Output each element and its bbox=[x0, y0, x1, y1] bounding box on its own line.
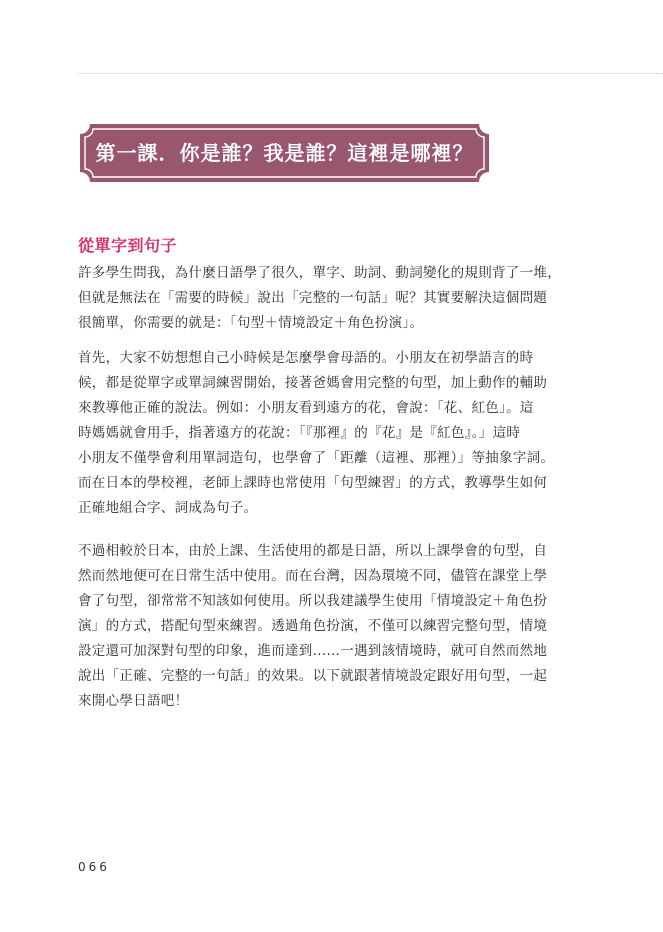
page-number: 066 bbox=[78, 860, 110, 874]
lesson-title-banner bbox=[80, 124, 489, 182]
paragraph-line: 首先，大家不妨想想自己小時候是怎麼學會母語的。小朋友在初學語言的時 bbox=[78, 350, 534, 366]
lesson-title: 第一課．你是誰？我是誰？這裡是哪裡？ bbox=[95, 141, 474, 165]
paragraph-line: 演」的方式，搭配句型來練習。透過角色扮演，不僅可以練習完整句型，情境 bbox=[78, 618, 548, 634]
paragraph-line: 小朋友不僅學會利用單詞造句，也學會了「距離（這裡、那裡）」等抽象字詞。 bbox=[78, 450, 555, 466]
paragraph-line: 不過相較於日本，由於上課、生活使用的都是日語，所以上課學會的句型，自 bbox=[78, 543, 548, 559]
paragraph-line: 許多學生問我，為什麼日語學了很久，單字、助詞、動詞變化的規則背了一堆， bbox=[78, 265, 561, 281]
paragraph-line: 但就是無法在「需要的時候」說出「完整的一句話」呢？其實要解決這個問題 bbox=[78, 290, 548, 306]
paragraph-line: 會了句型，卻常常不知該如何使用。所以我建議學生使用「情境設定＋角色扮 bbox=[78, 593, 548, 609]
paragraph-line: 來教導他正確的說法。例如：小朋友看到遠方的花，會說：「花、紅色」。這 bbox=[78, 400, 534, 416]
paragraph-line: 正確地組合字、詞成為句子。 bbox=[78, 500, 258, 516]
paragraph-line: 很簡單，你需要的就是：「句型＋情境設定＋角色扮演」。 bbox=[78, 315, 424, 331]
paragraph-line: 設定還可加深對句型的印象，進而達到……一遇到該情境時，就可自然而然地 bbox=[78, 643, 548, 659]
paragraph-line: 而在日本的學校裡，老師上課時也常使用「句型練習」的方式，教導學生如何 bbox=[78, 475, 548, 491]
section-heading: 從單字到句子 bbox=[78, 236, 178, 255]
paragraph-line: 然而然地便可在日常生活中使用。而在台灣，因為環境不同，儘管在課堂上學 bbox=[78, 568, 548, 584]
paragraph-2 bbox=[78, 346, 588, 521]
paragraph-1 bbox=[78, 261, 588, 336]
paragraph-3 bbox=[78, 539, 588, 714]
paragraph-line: 時媽媽就會用手，指著遠方的花說：「『那裡』的『花』是『紅色』。」這時 bbox=[78, 425, 521, 441]
paragraph-line: 來開心學日語吧！ bbox=[78, 693, 189, 709]
top-dotted-rule bbox=[78, 73, 663, 74]
paragraph-line: 說出「正確、完整的一句話」的效果。以下就跟著情境設定跟好用句型，一起 bbox=[78, 668, 548, 684]
paragraph-line: 候，都是從單字或單詞練習開始，接著爸媽會用完整的句型，加上動作的輔助 bbox=[78, 375, 548, 391]
